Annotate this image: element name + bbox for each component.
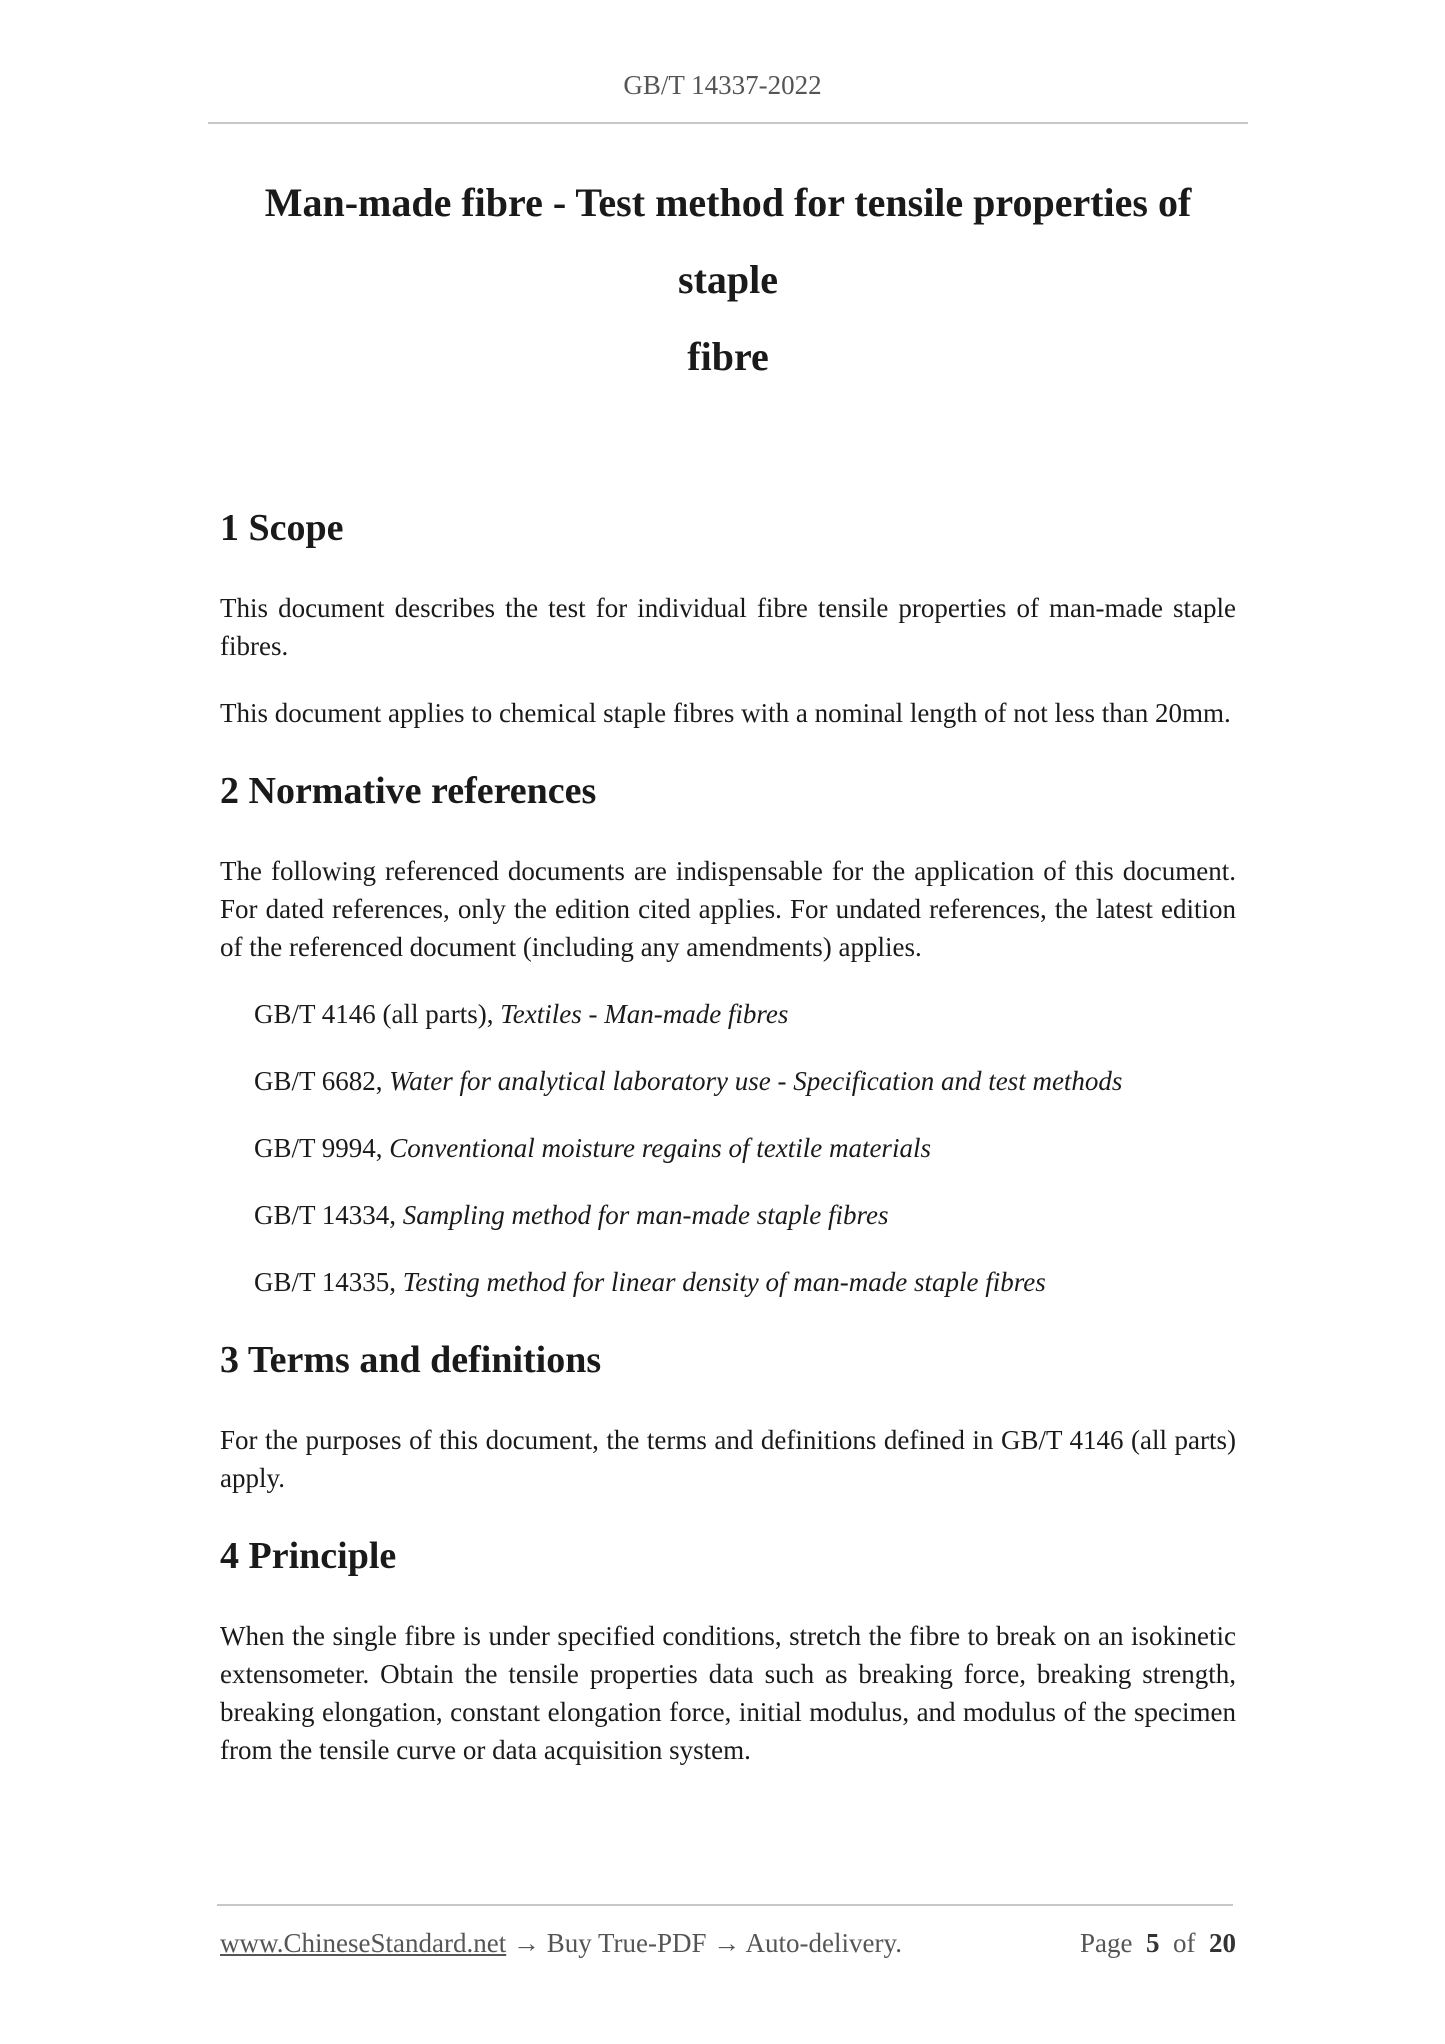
reference-item: GB/T 9994, Conventional moisture regains of textile materials: [254, 1133, 931, 1163]
scope-paragraph-2: This document applies to chemical staple fibres with a nominal length of not less than 20mm.: [220, 698, 1231, 728]
section-heading-scope: 1 Scope: [220, 507, 344, 549]
footer-divider: [217, 1904, 1233, 1906]
document-title-line2: fibre: [687, 334, 769, 379]
arrow-right-icon: →: [713, 1928, 741, 1958]
terms-paragraph-1: For the purposes of this document, the terms and definitions defined in GB/T 4146 (all parts) apply.: [220, 1425, 1236, 1493]
website-link[interactable]: www.ChineseStandard.net: [220, 1928, 507, 1958]
reference-item: GB/T 14334, Sampling method for man-made staple fibres: [254, 1200, 889, 1230]
document-title: [220, 164, 1236, 395]
header-standard-code: GB/T 14337-2022: [623, 70, 822, 100]
reference-item: GB/T 6682, Water for analytical laboratory use - Specification and test methods: [254, 1066, 1123, 1096]
footer-promo: [220, 1924, 902, 1962]
buy-true-pdf-text: Buy True-PDF: [546, 1928, 707, 1958]
document-title-line1: Man-made fibre - Test method for tensile properties of staple: [264, 180, 1192, 302]
document-body: [220, 164, 1236, 1769]
reference-item: GB/T 4146 (all parts), Textiles - Man-made fibres: [254, 999, 789, 1029]
section-heading-principle: 4 Principle: [220, 1535, 397, 1577]
reference-item: GB/T 14335, Testing method for linear density of man-made staple fibres: [254, 1267, 1046, 1297]
auto-delivery-text: Auto-delivery.: [745, 1928, 902, 1958]
total-pages: 20: [1209, 1928, 1236, 1958]
header-divider: [208, 122, 1248, 124]
arrow-right-icon: →: [512, 1928, 540, 1958]
current-page: 5: [1146, 1928, 1160, 1958]
section-heading-terms-definitions: 3 Terms and definitions: [220, 1339, 602, 1381]
scope-paragraph-1: This document describes the test for individual fibre tensile properties of man-made staple fibres.: [220, 593, 1236, 661]
principle-paragraph-1: When the single fibre is under specified conditions, stretch the fibre to break on an isokinetic extensometer. Obtain the tensile properties data such as breaking force, breaking strength, breaking elongation, constant elongation force, initial modulus, and modulus of the specimen from the tensile curve or data acquisition system.: [220, 1621, 1236, 1765]
page-number: Page 5 of 20: [1080, 1928, 1236, 1958]
section-heading-normative-references: 2 Normative references: [220, 770, 597, 812]
normative-paragraph-1: The following referenced documents are indispensable for the application of this document. For dated references, only the edition cited applies. For undated references, the latest edition of the referenced document (including any amendments) applies.: [220, 856, 1236, 962]
